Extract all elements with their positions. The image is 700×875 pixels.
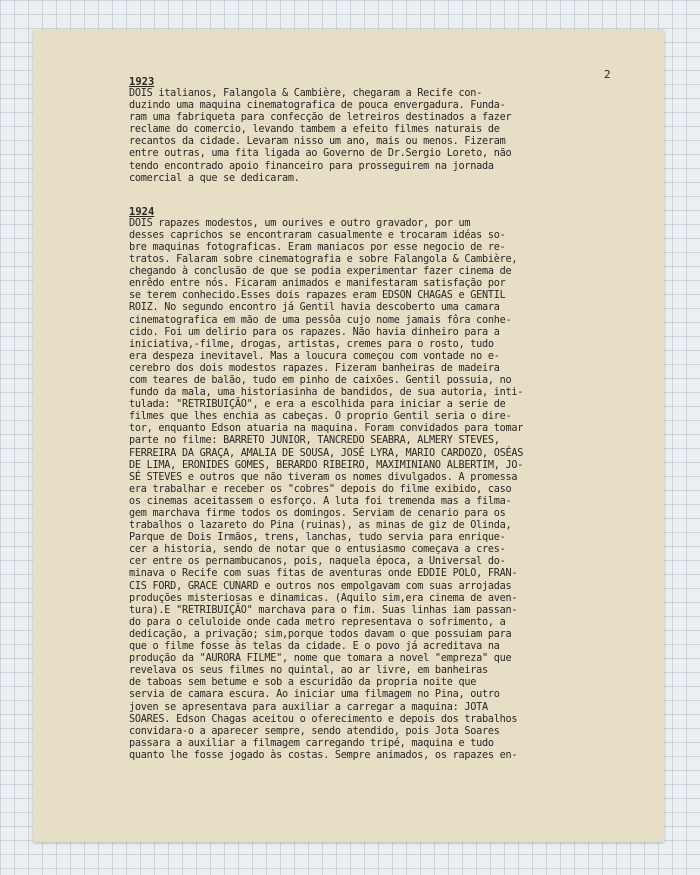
text-line: enrêdo entre nós. Ficaram animados e manifestaram satisfação por bbox=[129, 278, 506, 290]
text-line: se terem conhecido.Esses dois rapazes eram EDSON CHAGAS e GENTIL bbox=[129, 290, 506, 302]
text-line: chegando à conclusão de que se podia experimentar fazer cinema de bbox=[129, 266, 512, 278]
text-line: dedicação, a privação; sim,porque todos davam o que possuiam para bbox=[129, 628, 512, 640]
text-line: convidara-o a aparecer sempre, sendo atendido, pois Jota Soares bbox=[129, 725, 500, 737]
typed-page bbox=[33, 30, 664, 842]
text-line: SÉ STEVES e outros que não tiveram os nomes divulgados. A promessa bbox=[129, 471, 518, 483]
text-line: joven se apresentava para auxiliar a carregar a maquina: JOTA bbox=[129, 701, 488, 713]
section-year-heading: 1924 bbox=[129, 205, 155, 218]
text-line: ROIZ. No segundo encontro já Gentil havia descoberto uma camara bbox=[129, 302, 500, 314]
document-body bbox=[129, 77, 663, 762]
text-line: era trabalhar e receber os "cobres" depois do filme exibido, caso bbox=[129, 483, 512, 495]
page-number: 2 bbox=[604, 68, 611, 81]
text-line: reclame do comercio, levando tambem a efeito filmes naturais de bbox=[129, 124, 500, 136]
text-line: bre maquinas fotograficas. Eram maniacos por esse negocio de re- bbox=[129, 241, 506, 253]
text-line: comercial a que se dedicaram. bbox=[129, 172, 300, 184]
text-line: FERREIRA DA GRAÇA, AMALIA DE SOUSA, JOSÉ LYRA, MARIO CARDOZO, OSÉAS bbox=[129, 447, 524, 459]
text-line: servia de camara escura. Ao iniciar uma filmagem no Pina, outro bbox=[129, 689, 500, 701]
text-line: que o filme fosse às telas da cidade. E o povo já acreditava na bbox=[129, 641, 500, 653]
text-line: fundo da mala, uma historiasinha de bandidos, de sua autoria, inti- bbox=[129, 387, 524, 399]
text-line: duzindo uma maquina cinematografica de pouca envergadura. Funda- bbox=[129, 100, 506, 112]
section-year-heading: 1923 bbox=[129, 76, 155, 88]
section-1923 bbox=[129, 77, 663, 185]
text-line: cinematografica em mão de uma pessôa cujo nome jamais fôra conhe- bbox=[129, 314, 512, 326]
text-line: DOIS rapazes modestos, um ourives e outro gravador, por um bbox=[129, 217, 471, 229]
text-line: cer entre os pernambucanos, pois, naquela época, a Universal do- bbox=[129, 556, 506, 568]
text-line: entre outras, uma fita ligada ao Governo de Dr.Sergio Loreto, não bbox=[129, 148, 512, 160]
text-line: minava o Recife com suas fitas de aventuras onde EDDIE POLO, FRAN- bbox=[129, 568, 518, 580]
text-line: recantos da cidade. Levaram nisso um ano, mais ou menos. Fizeram bbox=[129, 136, 506, 148]
section-1924 bbox=[129, 207, 663, 762]
text-line: quanto lhe fosse jogado às costas. Sempre animados, os rapazes en- bbox=[129, 749, 518, 761]
text-line: cerebro dos dois modestos rapazes. Fizeram banheiras de madeira bbox=[129, 362, 500, 374]
text-line: parte no filme: BARRETO JUNIOR, TANCREDO SEABRA, ALMERY STEVES, bbox=[129, 435, 500, 447]
text-line: era despeza inevitavel. Mas a loucura começou com vontade no e- bbox=[129, 350, 500, 362]
text-line: com teares de balão, tudo em pinho de caixões. Gentil possuia, no bbox=[129, 374, 512, 386]
text-line: SOARES. Edson Chagas aceitou o oferecimento e depois dos trabalhos bbox=[129, 713, 518, 725]
text-line: Parque de Dois Irmãos, trens, lanchas, tudo servia para enrique- bbox=[129, 532, 506, 544]
text-line: iniciativa,-filme, drogas, artistas, cremes para o rosto, tudo bbox=[129, 338, 494, 350]
text-line: passara a auxiliar a filmagem carregando tripé, maquina e tudo bbox=[129, 737, 494, 749]
text-line: trabalhos o lazareto do Pina (ruinas), as minas de giz de Olinda, bbox=[129, 520, 512, 532]
text-line: ram uma fabriqueta para confecção de letreiros destinados a fazer bbox=[129, 112, 512, 124]
text-line: CIS FORD, GRACE CUNARD e outros nos empolgavam com suas arrojadas bbox=[129, 580, 512, 592]
text-line: tendo encontrado apoio financeiro para prosseguirem na jornada bbox=[129, 160, 494, 172]
text-line: tor, enquanto Edson atuaria na maquina. Foram convidados para tomar bbox=[129, 423, 524, 435]
text-line: do para o celuloide onde cada metro representava o sofrimento, a bbox=[129, 616, 506, 628]
text-line: produções misteriosas e dinamicas. (Aquilo sim,era cinema de aven- bbox=[129, 592, 518, 604]
text-line: tratos. Falaram sobre cinematografia e sobre Falangola & Cambière, bbox=[129, 254, 518, 266]
text-line: de taboas sem betume e sob a escuridão da propria noite que bbox=[129, 677, 477, 689]
text-line: DOIS italianos, Falangola & Cambière, chegaram a Recife con- bbox=[129, 88, 483, 99]
text-line: cido. Foi um delirio para os rapazes. Não havia dinheiro para a bbox=[129, 326, 500, 338]
text-line: tulada: "RETRIBUIÇÃO", e era a escolhida para iniciar a serie de bbox=[129, 399, 506, 411]
text-line: gem marchava firme todos os domingos. Serviam de cenario para os bbox=[129, 508, 506, 519]
text-line: DE LIMA, ERONIDES GOMES, BERARDO RIBEIRO, MAXIMINIANO ALBERTIM, JO- bbox=[129, 459, 524, 471]
text-line: produção da "AURORA FILME", nome que tomara a novel "empreza" que bbox=[129, 653, 512, 665]
text-line: revelava os seus filmes no quintal, ao ar livre, em banheiras bbox=[129, 665, 488, 677]
text-line: tura).E "RETRIBUIÇÃO" marchava para o fim. Suas linhas iam passan- bbox=[129, 604, 518, 616]
text-line: os cinemas aceitassem o esforço. A luta foi tremenda mas a filma- bbox=[129, 495, 512, 507]
text-line: desses caprichos se encontraram casualmente e trocaram idéas so- bbox=[129, 229, 506, 241]
text-line: cer a historia, sendo de notar que o entusiasmo começava a cres- bbox=[129, 544, 506, 556]
text-line: filmes que lhes enchia as cabeças. O proprio Gentil seria o dire- bbox=[129, 411, 512, 423]
